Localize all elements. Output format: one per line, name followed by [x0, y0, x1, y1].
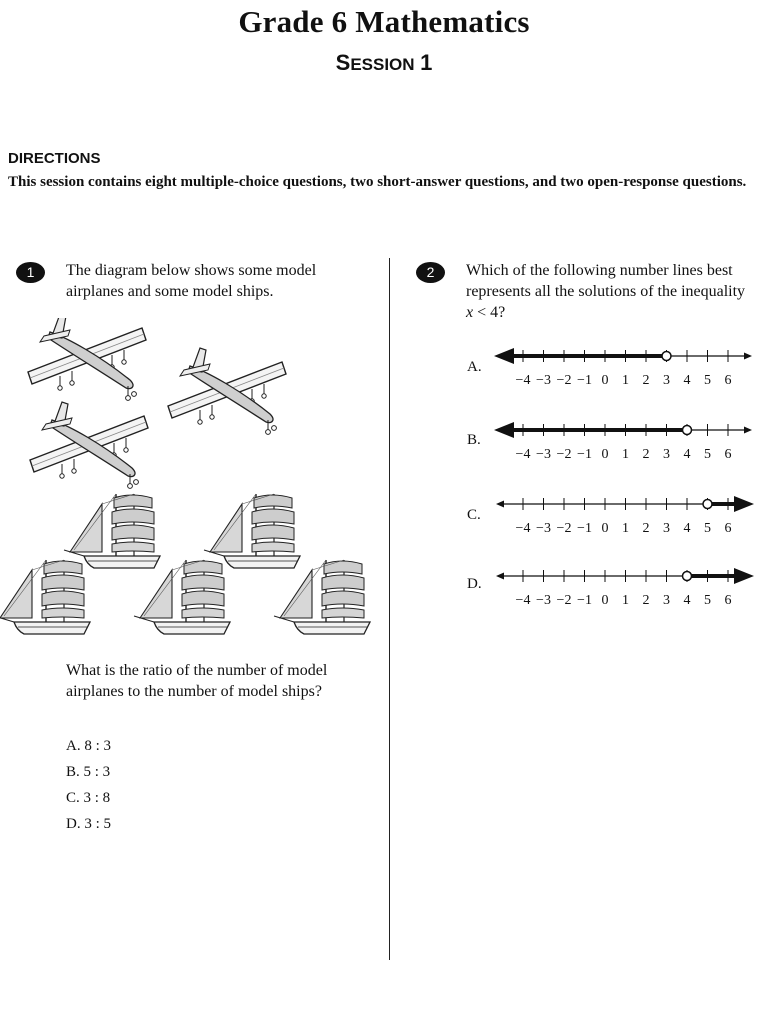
question-1-choice-b[interactable]: B. 5 : 3 [66, 764, 111, 780]
tick-label: 0 [601, 447, 609, 462]
tick-label: 3 [663, 373, 670, 388]
solution-arrow [494, 348, 514, 364]
open-endpoint [703, 500, 712, 509]
session-first-letter: S [335, 50, 351, 75]
tick-label: 1 [622, 447, 629, 462]
tick-label: −2 [556, 521, 572, 536]
open-endpoint [662, 352, 671, 361]
axis-left-arrow [496, 501, 504, 508]
tick-label: −4 [515, 447, 531, 462]
tick-label: 4 [683, 447, 691, 462]
tick-label: 3 [663, 521, 670, 536]
solution-arrow [734, 496, 754, 512]
model-ship [64, 494, 160, 568]
question-1-choice-c[interactable]: C. 3 : 8 [66, 790, 111, 806]
tick-label: −4 [515, 593, 531, 608]
model-airplane [28, 318, 146, 400]
question-2-prompt-part2: < 4? [473, 304, 506, 321]
tick-label: 0 [601, 521, 609, 536]
open-endpoint [683, 426, 692, 435]
tick-label: 3 [663, 447, 670, 462]
page-title: Grade 6 Mathematics [238, 4, 530, 39]
tick-label: 5 [704, 593, 711, 608]
open-endpoint [683, 572, 692, 581]
question-2-option-a-number-line[interactable] [490, 342, 768, 388]
tick-label: 1 [622, 521, 629, 536]
tick-label: −3 [536, 373, 551, 388]
tick-label: 4 [683, 593, 691, 608]
question-1-number-badge: 1 [16, 262, 45, 283]
tick-label: −2 [556, 593, 572, 608]
tick-label: 4 [683, 521, 691, 536]
tick-label: 2 [642, 447, 650, 462]
solution-arrow [734, 568, 754, 584]
model-airplane [30, 402, 148, 488]
question-2-number-badge: 2 [416, 262, 445, 283]
question-2-option-d-label[interactable]: D. [467, 576, 482, 592]
tick-label: 6 [724, 447, 732, 462]
question-1-prompt: What is the ratio of the number of model airplanes to the number of model ships? [66, 662, 328, 700]
model-ship [0, 560, 90, 634]
directions-text: This session contains eight multiple-choice questions, two short-answer questions, and two open-response questions. [8, 174, 747, 190]
tick-label: −3 [536, 447, 551, 462]
axis-right-arrow [744, 353, 752, 360]
tick-label: 5 [704, 447, 711, 462]
tick-label: 2 [642, 373, 650, 388]
tick-label: 5 [704, 373, 711, 388]
session-heading [0, 50, 768, 76]
tick-label: 6 [724, 373, 732, 388]
model-ship [134, 560, 230, 634]
question-2-option-d-number-line[interactable] [490, 562, 768, 608]
axis-right-arrow [744, 427, 752, 434]
axis-left-arrow [496, 573, 504, 580]
tick-label: 6 [724, 593, 732, 608]
question-2-prompt [466, 260, 756, 323]
tick-label: 6 [724, 521, 732, 536]
tick-label: −1 [577, 521, 592, 536]
question-1-choice-a[interactable]: A. 8 : 3 [66, 738, 111, 754]
tick-label: 1 [622, 373, 629, 388]
question-2-option-c-number-line[interactable] [490, 490, 768, 536]
question-1-choice-d[interactable]: D. 3 : 5 [66, 816, 111, 832]
model-ship [204, 494, 300, 568]
tick-label: 5 [704, 521, 711, 536]
tick-label: −2 [556, 447, 572, 462]
tick-label: 2 [642, 521, 650, 536]
tick-label: −3 [536, 521, 551, 536]
model-airplane [168, 348, 286, 434]
tick-label: −4 [515, 521, 531, 536]
tick-label: 0 [601, 593, 609, 608]
tick-label: −1 [577, 373, 592, 388]
tick-label: 3 [663, 593, 670, 608]
tick-label: −1 [577, 447, 592, 462]
question-1-figure [0, 318, 380, 648]
session-number: 1 [420, 50, 433, 75]
question-2-option-c-label[interactable]: C. [467, 507, 481, 523]
tick-label: 0 [601, 373, 609, 388]
tick-label: −3 [536, 593, 551, 608]
tick-label: 2 [642, 593, 650, 608]
question-2-option-b-number-line[interactable] [490, 416, 768, 462]
question-2-variable: x [466, 304, 474, 321]
tick-label: 4 [683, 373, 691, 388]
tick-label: −4 [515, 373, 531, 388]
question-2-option-a-label[interactable]: A. [467, 359, 482, 375]
question-1-intro: The diagram below shows some model airplanes and some model ships. [66, 262, 317, 300]
question-2-option-b-label[interactable]: B. [467, 432, 481, 448]
column-divider [389, 258, 390, 960]
question-2-prompt-part1: Which of the following number lines best represents all the solutions of the inequality [466, 262, 746, 300]
solution-arrow [494, 422, 514, 438]
tick-label: 1 [622, 593, 629, 608]
model-ship [274, 560, 370, 634]
tick-label: −2 [556, 373, 572, 388]
tick-label: −1 [577, 593, 592, 608]
directions-heading: DIRECTIONS [8, 150, 101, 167]
session-word-rest: ESSION [350, 55, 415, 74]
